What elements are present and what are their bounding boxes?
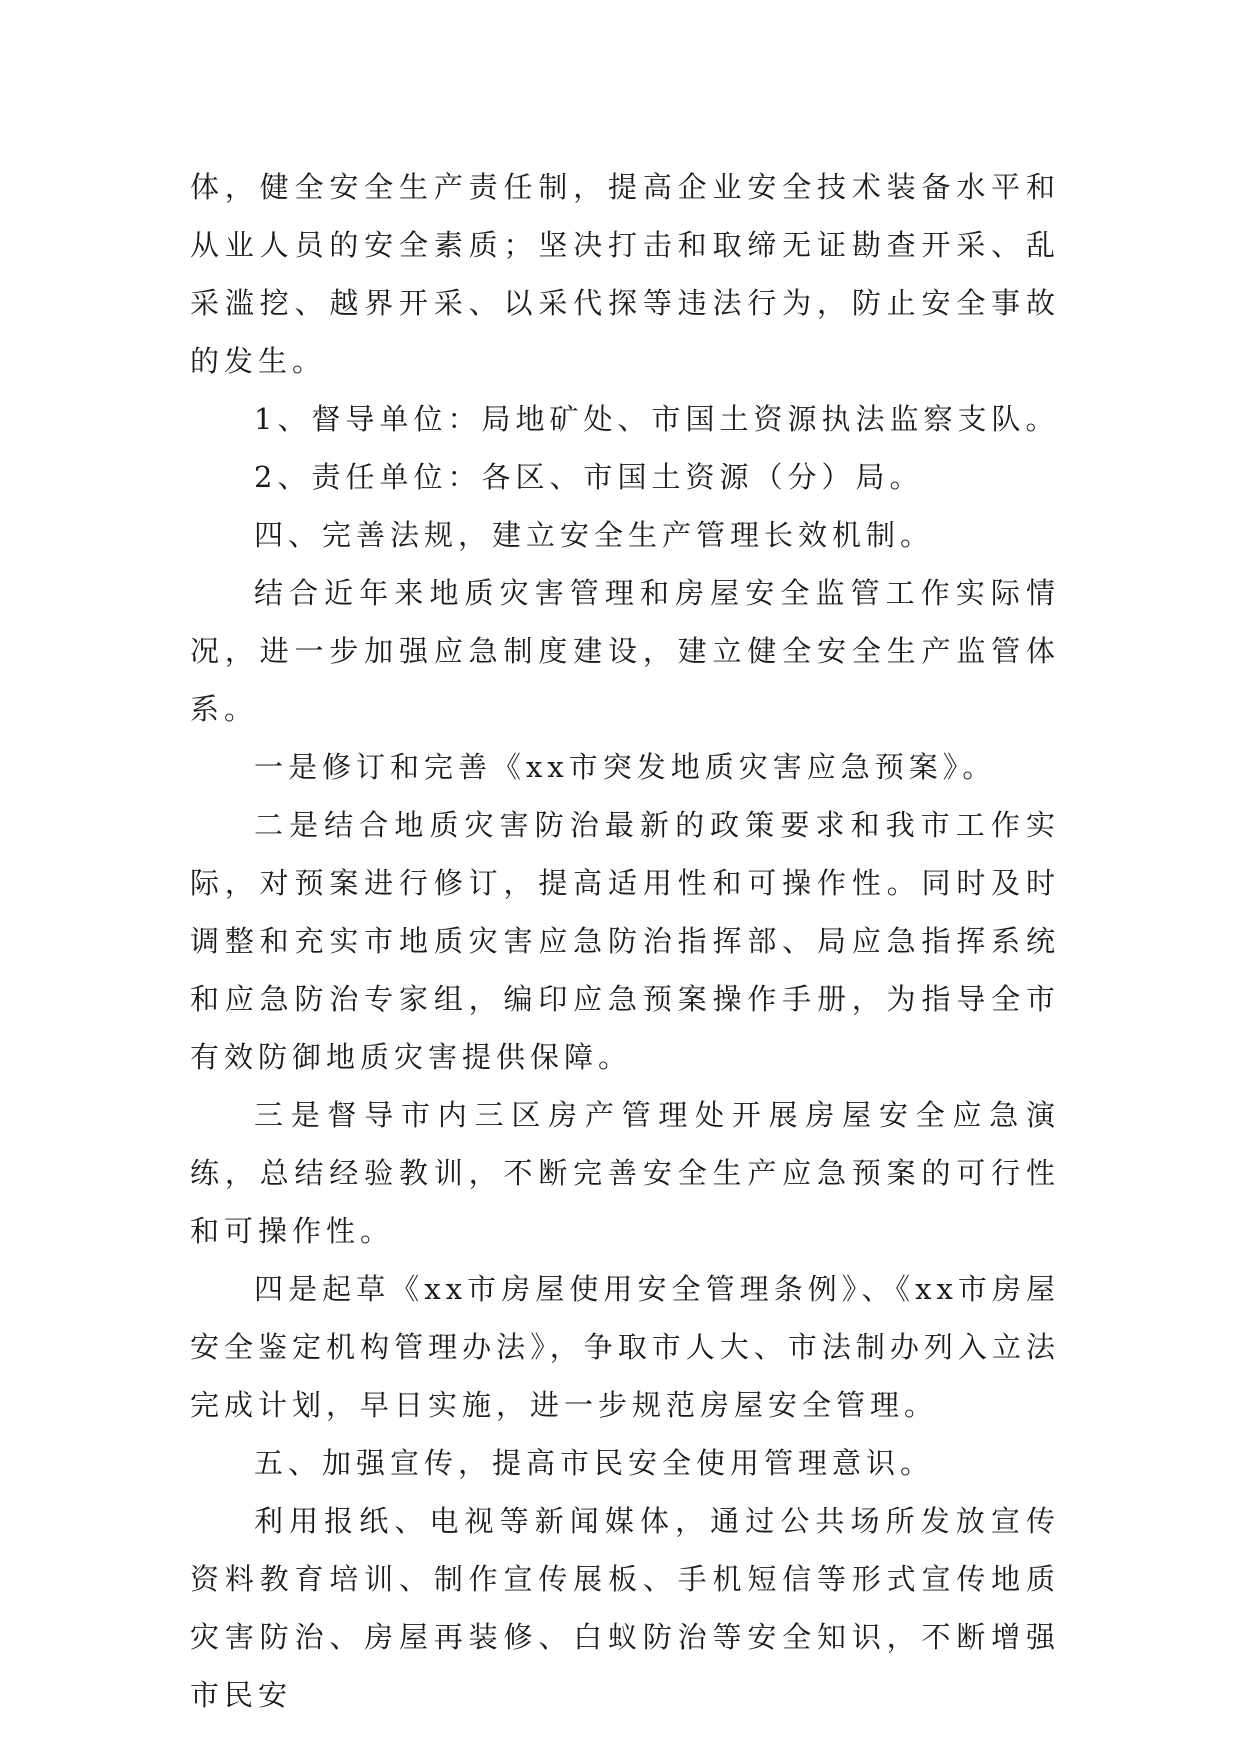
document-body (190, 158, 1060, 1724)
section-heading-five: 五、加强宣传，提高市民安全使用管理意识。 (254, 1446, 935, 1480)
section-heading-four: 四、完善法规，建立安全生产管理长效机制。 (254, 518, 935, 552)
paragraph-continuation: 体，健全安全生产责任制，提高企业安全技术装备水平和从业人员的安全素质；坚决打击和取缔无证勘查开采、乱采滥挖、越界开采、以采代探等违法行为，防止安全事故的发生。 (190, 170, 1060, 378)
paragraph-item-four: 四是起草《xx市房屋使用安全管理条例》、《xx市房屋安全鉴定机构管理办法》，争取市人大、市法制办列入立法完成计划，早日实施，进一步规范房屋安全管理。 (190, 1272, 1060, 1422)
paragraph-item-one: 一是修订和完善《xx市突发地质灾害应急预案》。 (254, 750, 997, 784)
paragraph-item-three: 三是督导市内三区房产管理处开展房屋安全应急演练，总结经验教训，不断完善安全生产应急预案的可行性和可操作性。 (190, 1098, 1060, 1248)
paragraph-supervising-unit: 1、督导单位：局地矿处、市国土资源执法监察支队。 (254, 402, 1060, 436)
paragraph-responsible-unit: 2、责任单位：各区、市国土资源（分）局。 (254, 460, 924, 494)
paragraph-emergency-system: 结合近年来地质灾害管理和房屋安全监管工作实际情况，进一步加强应急制度建设，建立健全安全生产监管体系。 (190, 576, 1060, 726)
paragraph-item-two: 二是结合地质灾害防治最新的政策要求和我市工作实际，对预案进行修订，提高适用性和可操作性。同时及时调整和充实市地质灾害应急防治指挥部、局应急指挥系统和应急防治专家组，编印应急预案操作手册，为指导全市有效防御地质灾害提供保障。 (190, 808, 1060, 1074)
paragraph-publicity: 利用报纸、电视等新闻媒体，通过公共场所发放宣传资料教育培训、制作宣传展板、手机短信等形式宣传地质灾害防治、房屋再装修、白蚁防治等安全知识，不断增强市民安 (190, 1504, 1060, 1712)
